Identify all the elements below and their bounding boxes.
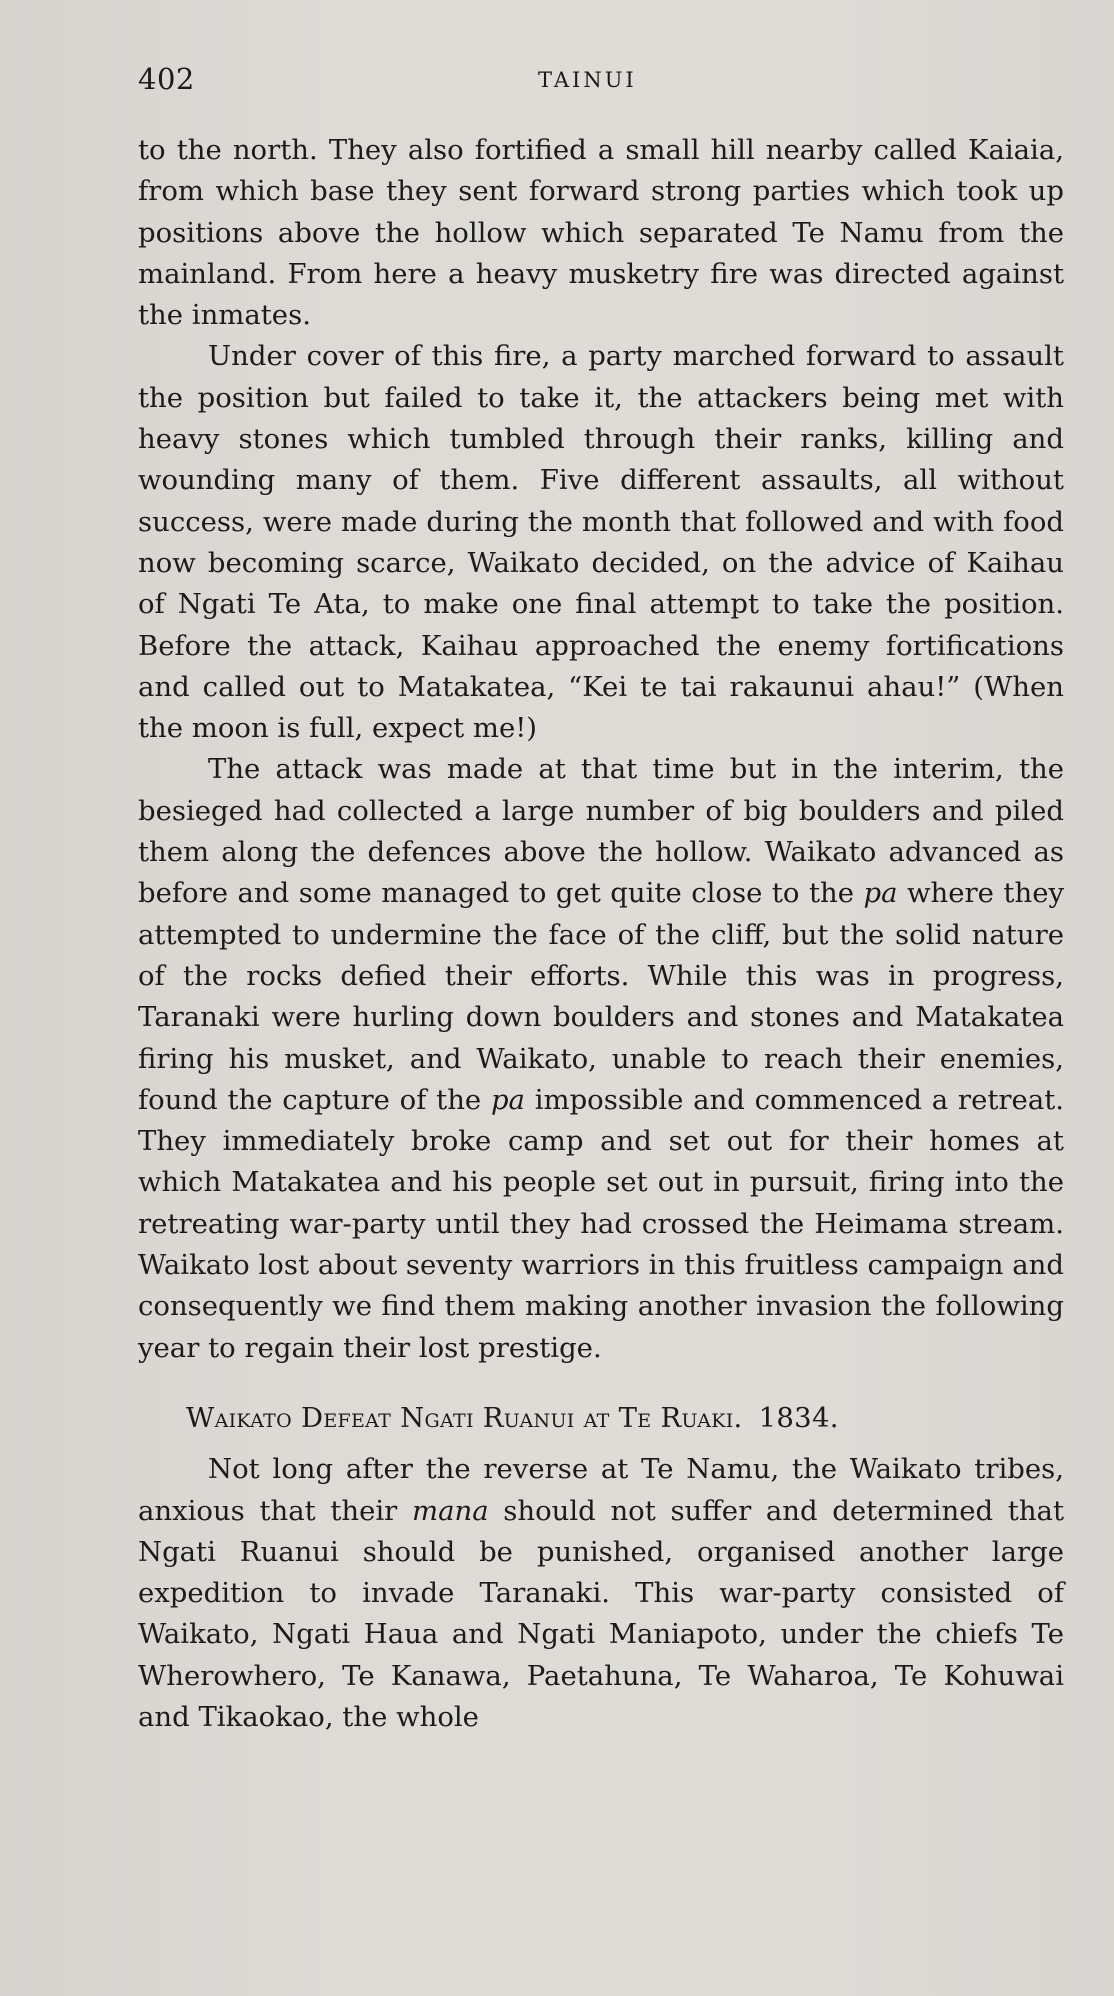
page-header [138, 62, 1064, 102]
paragraph-1: to the north. They also fortified a small hill nearby called Kaiaia, from which base they sent forward strong parties which took up positions above the hollow which separated Te Namu from the mainland. From here a heavy musketry fire was directed against the inmates. [138, 134, 1064, 332]
paragraph-4-part-1: Not long after the reverse at Te Namu, the Waikato tribes, anxious that their [138, 1453, 1064, 1527]
italic-term-pa: pa [490, 1083, 525, 1116]
running-title: TAINUI [538, 68, 637, 92]
paragraph-4 [138, 1449, 1064, 1738]
paragraph-4-part-2: should not suffer and determined that Ngati Ruanui should be punished, organised another large expedition to invade Taranaki. This war-party consisted of Waikato, Ngati Haua and Ngati Maniapoto, under the chiefs Te Wherowhero, Te Kanawa, Paetahuna, Te Waharoa, Te Kohuwai and Tikaokao, the whole [138, 1494, 1064, 1733]
paragraph-2: Under cover of this fire, a party marched forward to assault the position but failed to take it, the attackers being met with heavy stones which tumbled through their ranks, killing and wounding many of them. Five different assaults, all without success, were made during the month that followed and with food now becoming scarce, Waikato decided, on the advice of Kaihau of Ngati Te Ata, to make one final attempt to take the position. Before the attack, Kaihau approached the enemy fortifications and called out to Matakatea, “Kei te tai rakaunui ahau!” (When the moon is full, expect me!) [138, 340, 1064, 745]
section-heading [138, 1398, 1064, 1439]
paragraph-3 [138, 749, 1064, 1368]
section-title: Waikato Defeat Ngati Ruanui at Te Ruaki. [186, 1401, 743, 1434]
section-year: 1834. [758, 1401, 839, 1434]
body-text [138, 130, 1064, 1738]
page-number: 402 [138, 62, 195, 96]
italic-term-mana: mana [412, 1494, 489, 1527]
paragraph-3-part-1: The attack was made at that time but in the interim, the besieged had collected a large number of big boulders and piled them along the defences above the hollow. Waikato advanced as before and some managed to get quite close to the [138, 753, 1064, 910]
italic-term-pa: pa [863, 877, 898, 910]
paragraph-3-part-2: where they attempted to undermine the face of the cliff, but the solid nature of the rocks defied their efforts. While this was in progress, Taranaki were hurling down boulders and stones and Matakatea firing his musket, and Waikato, unable to reach their enemies, found the capture of the [138, 877, 1064, 1116]
paragraph-3-part-3: impossible and commenced a retreat. They immediately broke camp and set out for their homes at which Matakatea and his people set out in pursuit, firing into the retreating war-party until they had crossed the Heimama stream. Waikato lost about seventy warriors in this fruitless campaign and consequently we find them making another invasion the following year to regain their lost prestige. [138, 1083, 1065, 1364]
